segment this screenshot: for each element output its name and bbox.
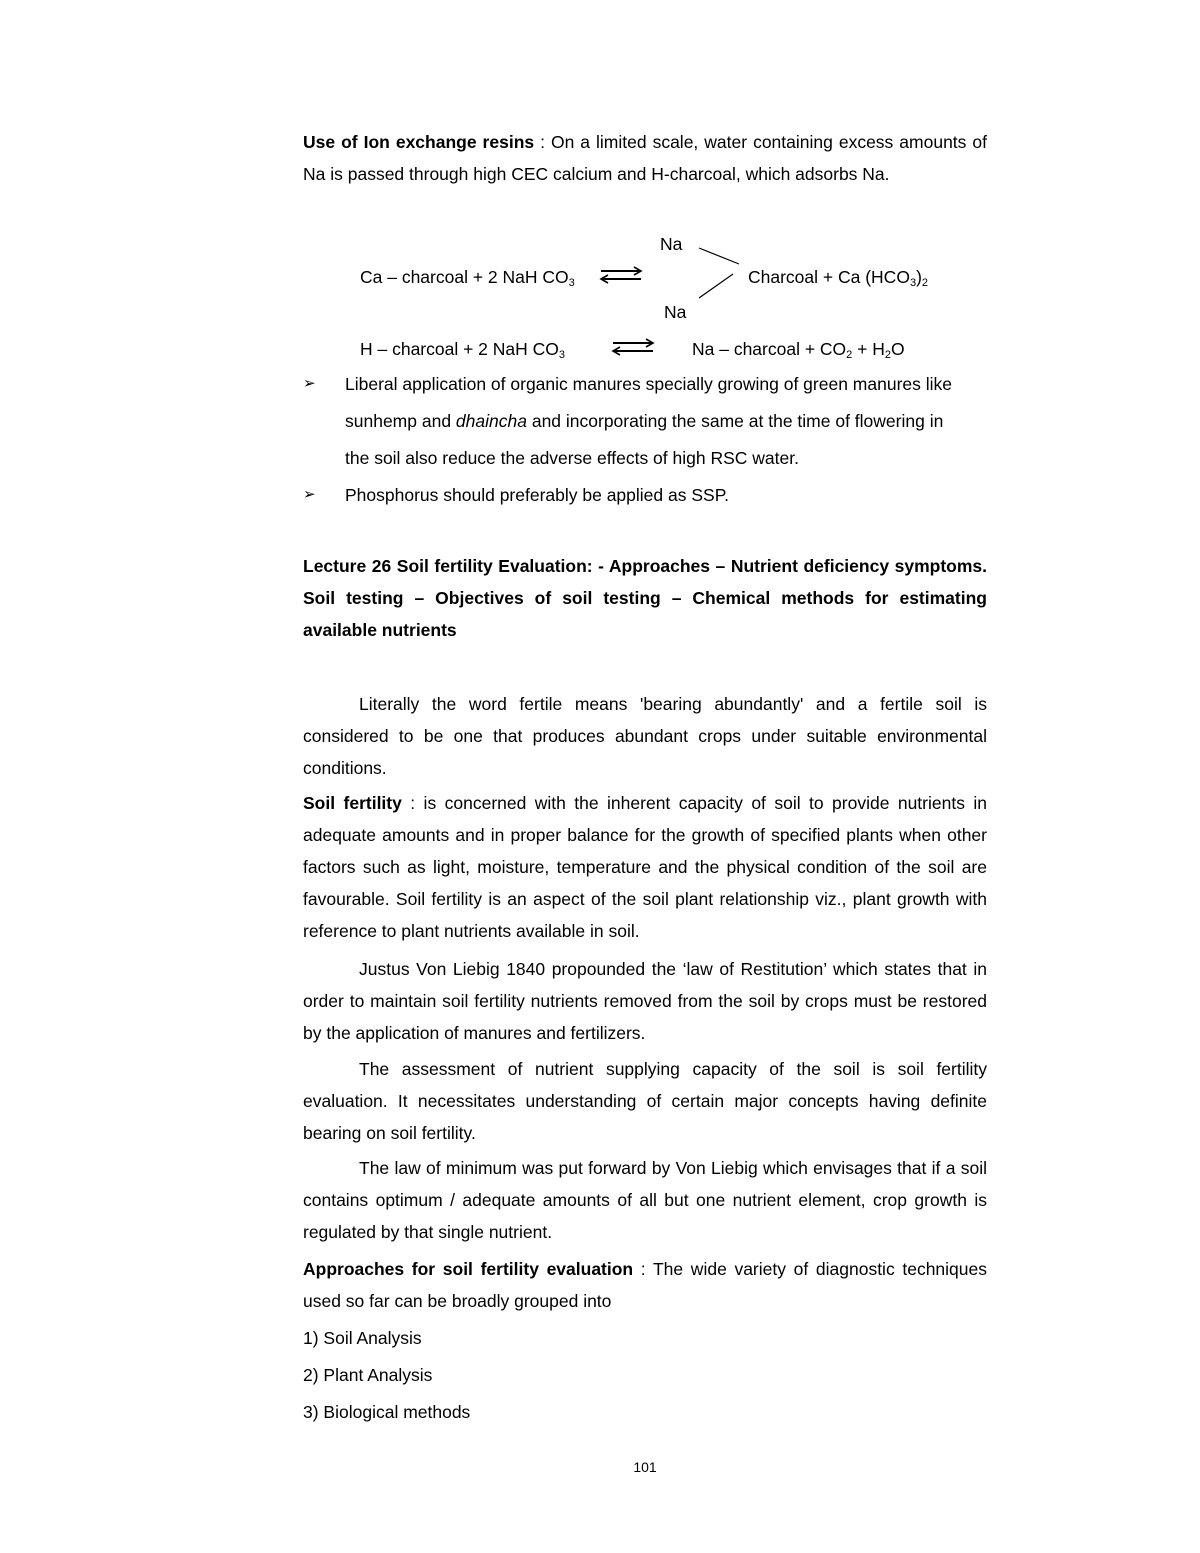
approaches-paragraph: Approaches for soil fertility evaluation : The wide variety of diagnostic techniques used so far can be broadly grouped into <box>303 1259 988 1311</box>
document-page <box>303 0 987 1553</box>
soil-fertility-label: Soil fertility <box>303 793 402 813</box>
resins-text: : On a limited scale, water containing excess amounts of Na is passed through high CEC calcium and H-charcoal, which adsorbs Na. <box>303 132 987 184</box>
paragraph-justus: Justus Von Liebig 1840 propounded the ‘law of Restitution’ which states that in order to maintain soil fertility nutrients removed from the soil by crops must be restored by the application of manures and fertilizers. <box>303 959 987 1043</box>
soil-fertility-paragraph: Soil fertility : is concerned with the inherent capacity of soil to provide nutrients in adequate amounts and in proper balance for the growth of specified plants when other factors such as light, moisture, temperature and the physical condition of the soil are favourable. Soil fertility is an aspect of the soil plant relationship viz., plant growth with reference to plant nutrients available in soil. <box>303 793 988 941</box>
approaches-label: Approaches for soil fertility evaluation <box>303 1259 634 1279</box>
reaction-1-left: Ca – charcoal + 2 NaH $CO_3$ <box>360 267 575 289</box>
reaction-1-na-top: Na <box>660 234 683 254</box>
lecture-heading: Lecture 26 Soil fertility Evaluation: - Approaches – Nutrient deficiency symptoms. Soil testing – Objectives of soil testing – Chemical methods for estimating available nutrients <box>303 556 987 640</box>
bullet-arrow-icon: ➢ <box>303 486 316 503</box>
paragraph-literally: Literally the word fertile means 'bearing abundantly' and a fertile soil is considered to be one that produces abundant crops under suitable environmental conditions. <box>303 694 987 778</box>
bullet-arrow-icon: ➢ <box>303 375 316 392</box>
reaction-1-right: Charcoal + Ca $(HCO_3)_2$ <box>748 267 929 289</box>
bullet-text-1: Liberal application of organic manures specially growing of green manures like sunhemp and dhaincha and incorporating the same at the time of flowering in the soil also reduce the adverse effects of high RSC water. <box>345 374 952 468</box>
list-item: 3) Biological methods <box>303 1402 471 1422</box>
page-number: 101 <box>633 1459 657 1475</box>
reaction-2-left: H – charcoal + 2 NaH $CO_3$ <box>360 339 566 361</box>
bond-lines-icon <box>695 240 745 300</box>
resins-paragraph <box>303 126 987 190</box>
reaction-2-right: Na – charcoal + $CO_2 + H_2O$ <box>692 339 905 361</box>
list-item: 2) Plant Analysis <box>303 1365 433 1385</box>
reaction-1-na-bottom: Na <box>664 302 687 322</box>
bullet-text-2: Phosphorus should preferably be applied as SSP. <box>345 485 729 505</box>
resins-label: Use of Ion exchange resins <box>303 132 535 152</box>
list-item: 1) Soil Analysis <box>303 1328 422 1348</box>
paragraph-law-of-minimum: The law of minimum was put forward by Von Liebig which envisages that if a soil contains optimum / adequate amounts of all but one nutrient element, crop growth is regulated by that single nutrient. <box>303 1158 987 1242</box>
reversible-arrow-icon <box>597 266 647 284</box>
reversible-arrow-icon <box>609 338 659 356</box>
paragraph-assessment: The assessment of nutrient supplying capacity of the soil is soil fertility evaluation. It necessitates understanding of certain major concepts having definite bearing on soil fertility. <box>303 1059 987 1143</box>
